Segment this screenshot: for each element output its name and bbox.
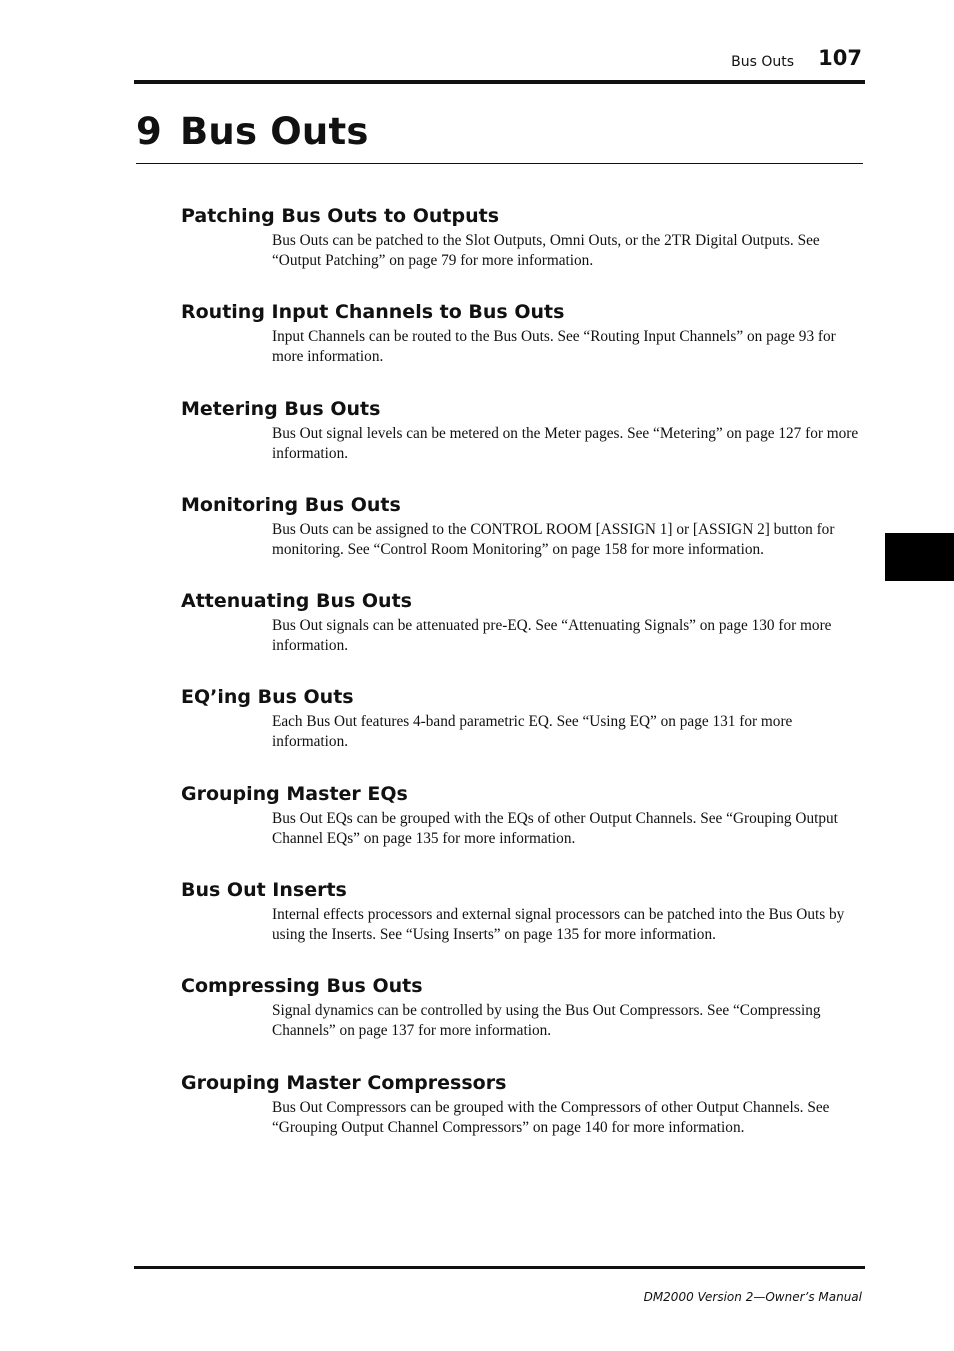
header-section-title: Bus Outs xyxy=(731,54,794,70)
section-body: Input Channels can be routed to the Bus Outs. See “Routing Input Channels” on page 93 for more information. xyxy=(272,328,836,366)
section-routing xyxy=(181,297,865,393)
section-heading: EQ’ing Bus Outs xyxy=(181,686,354,709)
footer-rule xyxy=(134,1266,865,1269)
section-body: Each Bus Out features 4-band parametric EQ. See “Using EQ” on page 131 for more information. xyxy=(272,713,793,751)
title-rule xyxy=(136,163,863,164)
section-grouping-compressors xyxy=(181,1068,865,1164)
section-heading: Metering Bus Outs xyxy=(181,397,381,420)
page-number: 107 xyxy=(818,46,862,70)
section-heading: Monitoring Bus Outs xyxy=(181,493,401,516)
section-list xyxy=(181,201,865,1164)
chapter-title-text: Bus Outs xyxy=(180,110,369,153)
section-body: Internal effects processors and external signal processors can be patched into the Bus Outs by using the Inserts. See “Using Inserts” on page 135 for more information. xyxy=(272,906,845,944)
section-heading: Grouping Master EQs xyxy=(181,782,408,805)
section-monitoring xyxy=(181,490,865,586)
chapter-number: 9 xyxy=(136,110,162,153)
section-body: Bus Out EQs can be grouped with the EQs of other Output Channels. See “Grouping Output Channel EQs” on page 135 for more information. xyxy=(272,809,838,847)
chapter-thumb-tab xyxy=(885,533,954,581)
footer-manual-title: DM2000 Version 2—Owner’s Manual xyxy=(643,1290,862,1304)
section-heading: Routing Input Channels to Bus Outs xyxy=(181,301,565,324)
section-body: Bus Out signal levels can be metered on the Meter pages. See “Metering” on page 127 for more information. xyxy=(272,424,859,462)
section-heading: Bus Out Inserts xyxy=(181,879,347,902)
section-grouping-eqs xyxy=(181,779,865,875)
section-compressing xyxy=(181,971,865,1067)
section-inserts xyxy=(181,875,865,971)
section-heading: Patching Bus Outs to Outputs xyxy=(181,205,500,227)
section-body: Signal dynamics can be controlled by using the Bus Out Compressors. See “Compressing Channels” on page 137 for more information. xyxy=(272,1002,821,1040)
section-body: Bus Outs can be assigned to the CONTROL ROOM [ASSIGN 1] or [ASSIGN 2] button for monitoring. See “Control Room Monitoring” on page 158 for more information. xyxy=(272,520,835,558)
section-heading: Attenuating Bus Outs xyxy=(181,590,412,613)
section-eq xyxy=(181,682,865,778)
section-patching xyxy=(181,201,865,297)
chapter-title xyxy=(136,110,369,153)
section-metering xyxy=(181,394,865,490)
section-body: Bus Out signals can be attenuated pre-EQ. See “Attenuating Signals” on page 130 for more information. xyxy=(272,617,832,655)
section-body: Bus Outs can be patched to the Slot Outputs, Omni Outs, or the 2TR Digital Outputs. See “Output Patching” on page 79 for more information. xyxy=(272,232,820,269)
section-body: Bus Out Compressors can be grouped with the Compressors of other Output Channels. See “Grouping Output Channel Compressors” on page 140 for more information. xyxy=(272,1098,830,1136)
running-header xyxy=(134,46,864,80)
section-attenuating xyxy=(181,586,865,682)
header-rule xyxy=(134,80,865,84)
section-heading: Compressing Bus Outs xyxy=(181,975,423,998)
section-heading: Grouping Master Compressors xyxy=(181,1071,507,1094)
